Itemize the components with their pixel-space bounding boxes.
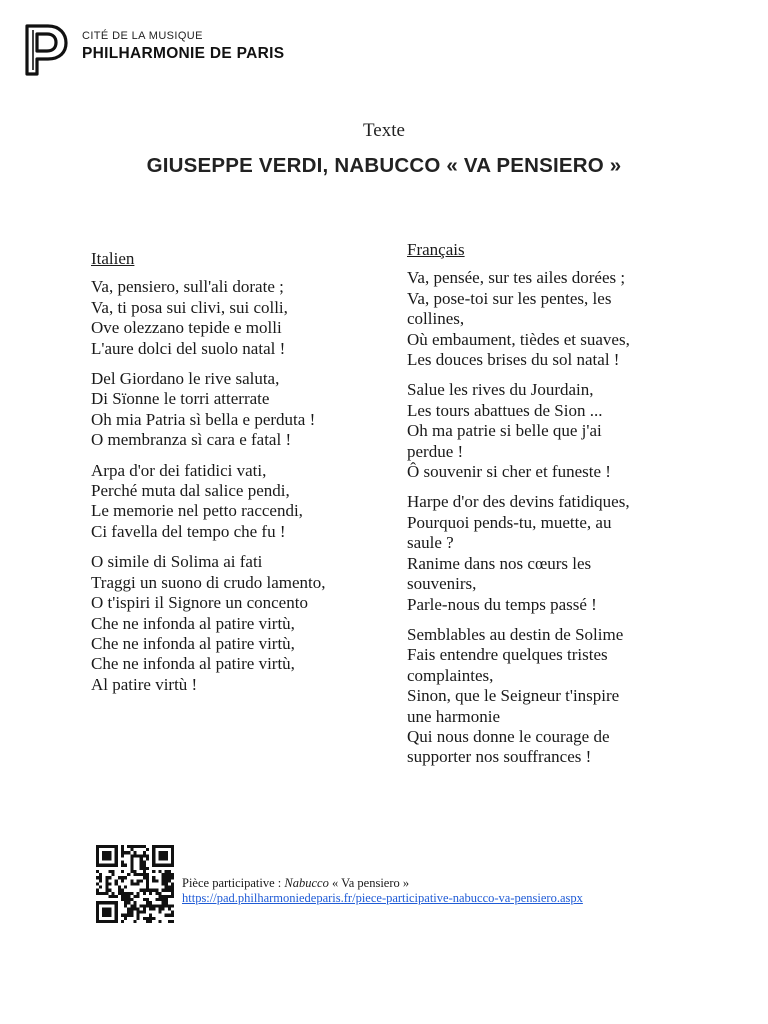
italian-lyric-line: Che ne infonda al patire virtù, <box>91 613 295 633</box>
footer-prefix: Pièce participative : <box>182 876 285 890</box>
french-lyrics <box>407 268 677 767</box>
french-lyric-line: Ranime dans nos cœurs les <box>407 553 592 573</box>
italian-lyrics <box>91 277 381 695</box>
italian-lyric-line: Perché muta dal salice pendi, <box>91 481 290 501</box>
italian-lyric-line: Oh mia Patria sì bella e perduta ! <box>91 409 316 429</box>
french-lyric-line: Les tours abattues de Sion ... <box>407 400 603 420</box>
italian-stanza <box>91 461 381 543</box>
italian-lyric-line: Arpa d'or dei fatidici vati, <box>91 460 267 480</box>
italian-lyric-line: Che ne infonda al patire virtù, <box>91 654 295 674</box>
french-lyric-line: saule ? <box>407 533 454 553</box>
italian-stanza <box>91 277 381 359</box>
french-lyric-line: supporter nos souffrances ! <box>407 747 592 767</box>
french-lyric-line: Salue les rives du Jourdain, <box>407 380 594 400</box>
italian-label: Italien <box>91 249 135 268</box>
philharmonie-logo-icon <box>22 22 70 78</box>
footer-work: Nabucco <box>284 876 329 890</box>
french-lyric-line: Ô souvenir si cher et funeste ! <box>407 462 611 482</box>
italian-lyric-line: Va, pensiero, sull'ali dorate ; <box>91 277 284 297</box>
french-column <box>407 240 677 778</box>
italian-lyric-line: Che ne infonda al patire virtù, <box>91 633 295 653</box>
logo-line-1: CITÉ DE LA MUSIQUE <box>82 30 203 42</box>
italian-lyric-line: Ove olezzano tepide e molli <box>91 318 282 338</box>
italian-lyric-line: Traggi un suono di crudo lamento, <box>91 572 326 592</box>
french-lyric-line: Semblables au destin de Solime <box>407 624 624 644</box>
french-stanza <box>407 625 677 768</box>
french-stanza <box>407 380 677 482</box>
french-label: Français <box>407 240 465 259</box>
french-lyric-line: Les douces brises du sol natal ! <box>407 350 620 370</box>
page-title: GIUSEPPE VERDI, NABUCCO « VA PENSIERO » <box>146 154 622 177</box>
french-lyric-line: Oh ma patrie si belle que j'ai <box>407 421 602 441</box>
footer-note <box>182 876 612 906</box>
italian-lyric-line: Di Sïonne le torri atterrate <box>91 389 270 409</box>
italian-lyric-line: O simile di Solima ai fati <box>91 552 263 572</box>
french-lyric-line: perdue ! <box>407 441 464 461</box>
italian-lyric-line: Va, ti posa sui clivi, sui colli, <box>91 297 288 317</box>
italian-column <box>91 249 381 705</box>
footer-link[interactable]: https://pad.philharmoniedeparis.fr/piece-participative-nabucco-va-pensiero.aspx <box>182 891 583 905</box>
italian-lyric-line: L'aure dolci del suolo natal ! <box>91 338 286 358</box>
qr-code-icon[interactable] <box>95 845 175 923</box>
french-lyric-line: une harmonie <box>407 706 500 726</box>
french-lyric-line: Où embaument, tièdes et suaves, <box>407 329 630 349</box>
french-lyric-line: souvenirs, <box>407 574 477 594</box>
french-lyric-line: Fais entendre quelques tristes <box>407 645 608 665</box>
french-lyric-line: Harpe d'or des devins fatidiques, <box>407 492 630 512</box>
italian-lyric-line: Ci favella del tempo che fu ! <box>91 521 286 541</box>
italian-lyric-line: Al patire virtù ! <box>91 674 198 694</box>
italian-lyric-line: O membranza sì cara e fatal ! <box>91 430 292 450</box>
footer-suffix: « Va pensiero » <box>328 876 410 890</box>
italian-stanza <box>91 552 381 695</box>
french-lyric-line: collines, <box>407 309 465 329</box>
french-lyric-line: Va, pensée, sur tes ailes dorées ; <box>407 268 626 288</box>
italian-lyric-line: Del Giordano le rive saluta, <box>91 369 280 389</box>
french-lyric-line: Parle-nous du temps passé ! <box>407 594 597 614</box>
french-lyric-line: Va, pose-toi sur les pentes, les <box>407 288 612 308</box>
french-stanza <box>407 492 677 614</box>
italian-lyric-line: O t'ispiri il Signore un concento <box>91 593 308 613</box>
italian-lyric-line: Le memorie nel petto raccendi, <box>91 501 303 521</box>
french-lyric-line: Qui nous donne le courage de <box>407 726 610 746</box>
philharmonie-logo <box>22 22 292 82</box>
italian-stanza <box>91 369 381 451</box>
french-lyric-line: complaintes, <box>407 665 494 685</box>
french-lyric-line: Pourquoi pends-tu, muette, au <box>407 512 612 532</box>
page-heading: Texte <box>363 120 405 141</box>
french-stanza <box>407 268 677 370</box>
logo-line-2: PHILHARMONIE DE PARIS <box>82 45 285 62</box>
french-lyric-line: Sinon, que le Seigneur t'inspire <box>407 686 620 706</box>
